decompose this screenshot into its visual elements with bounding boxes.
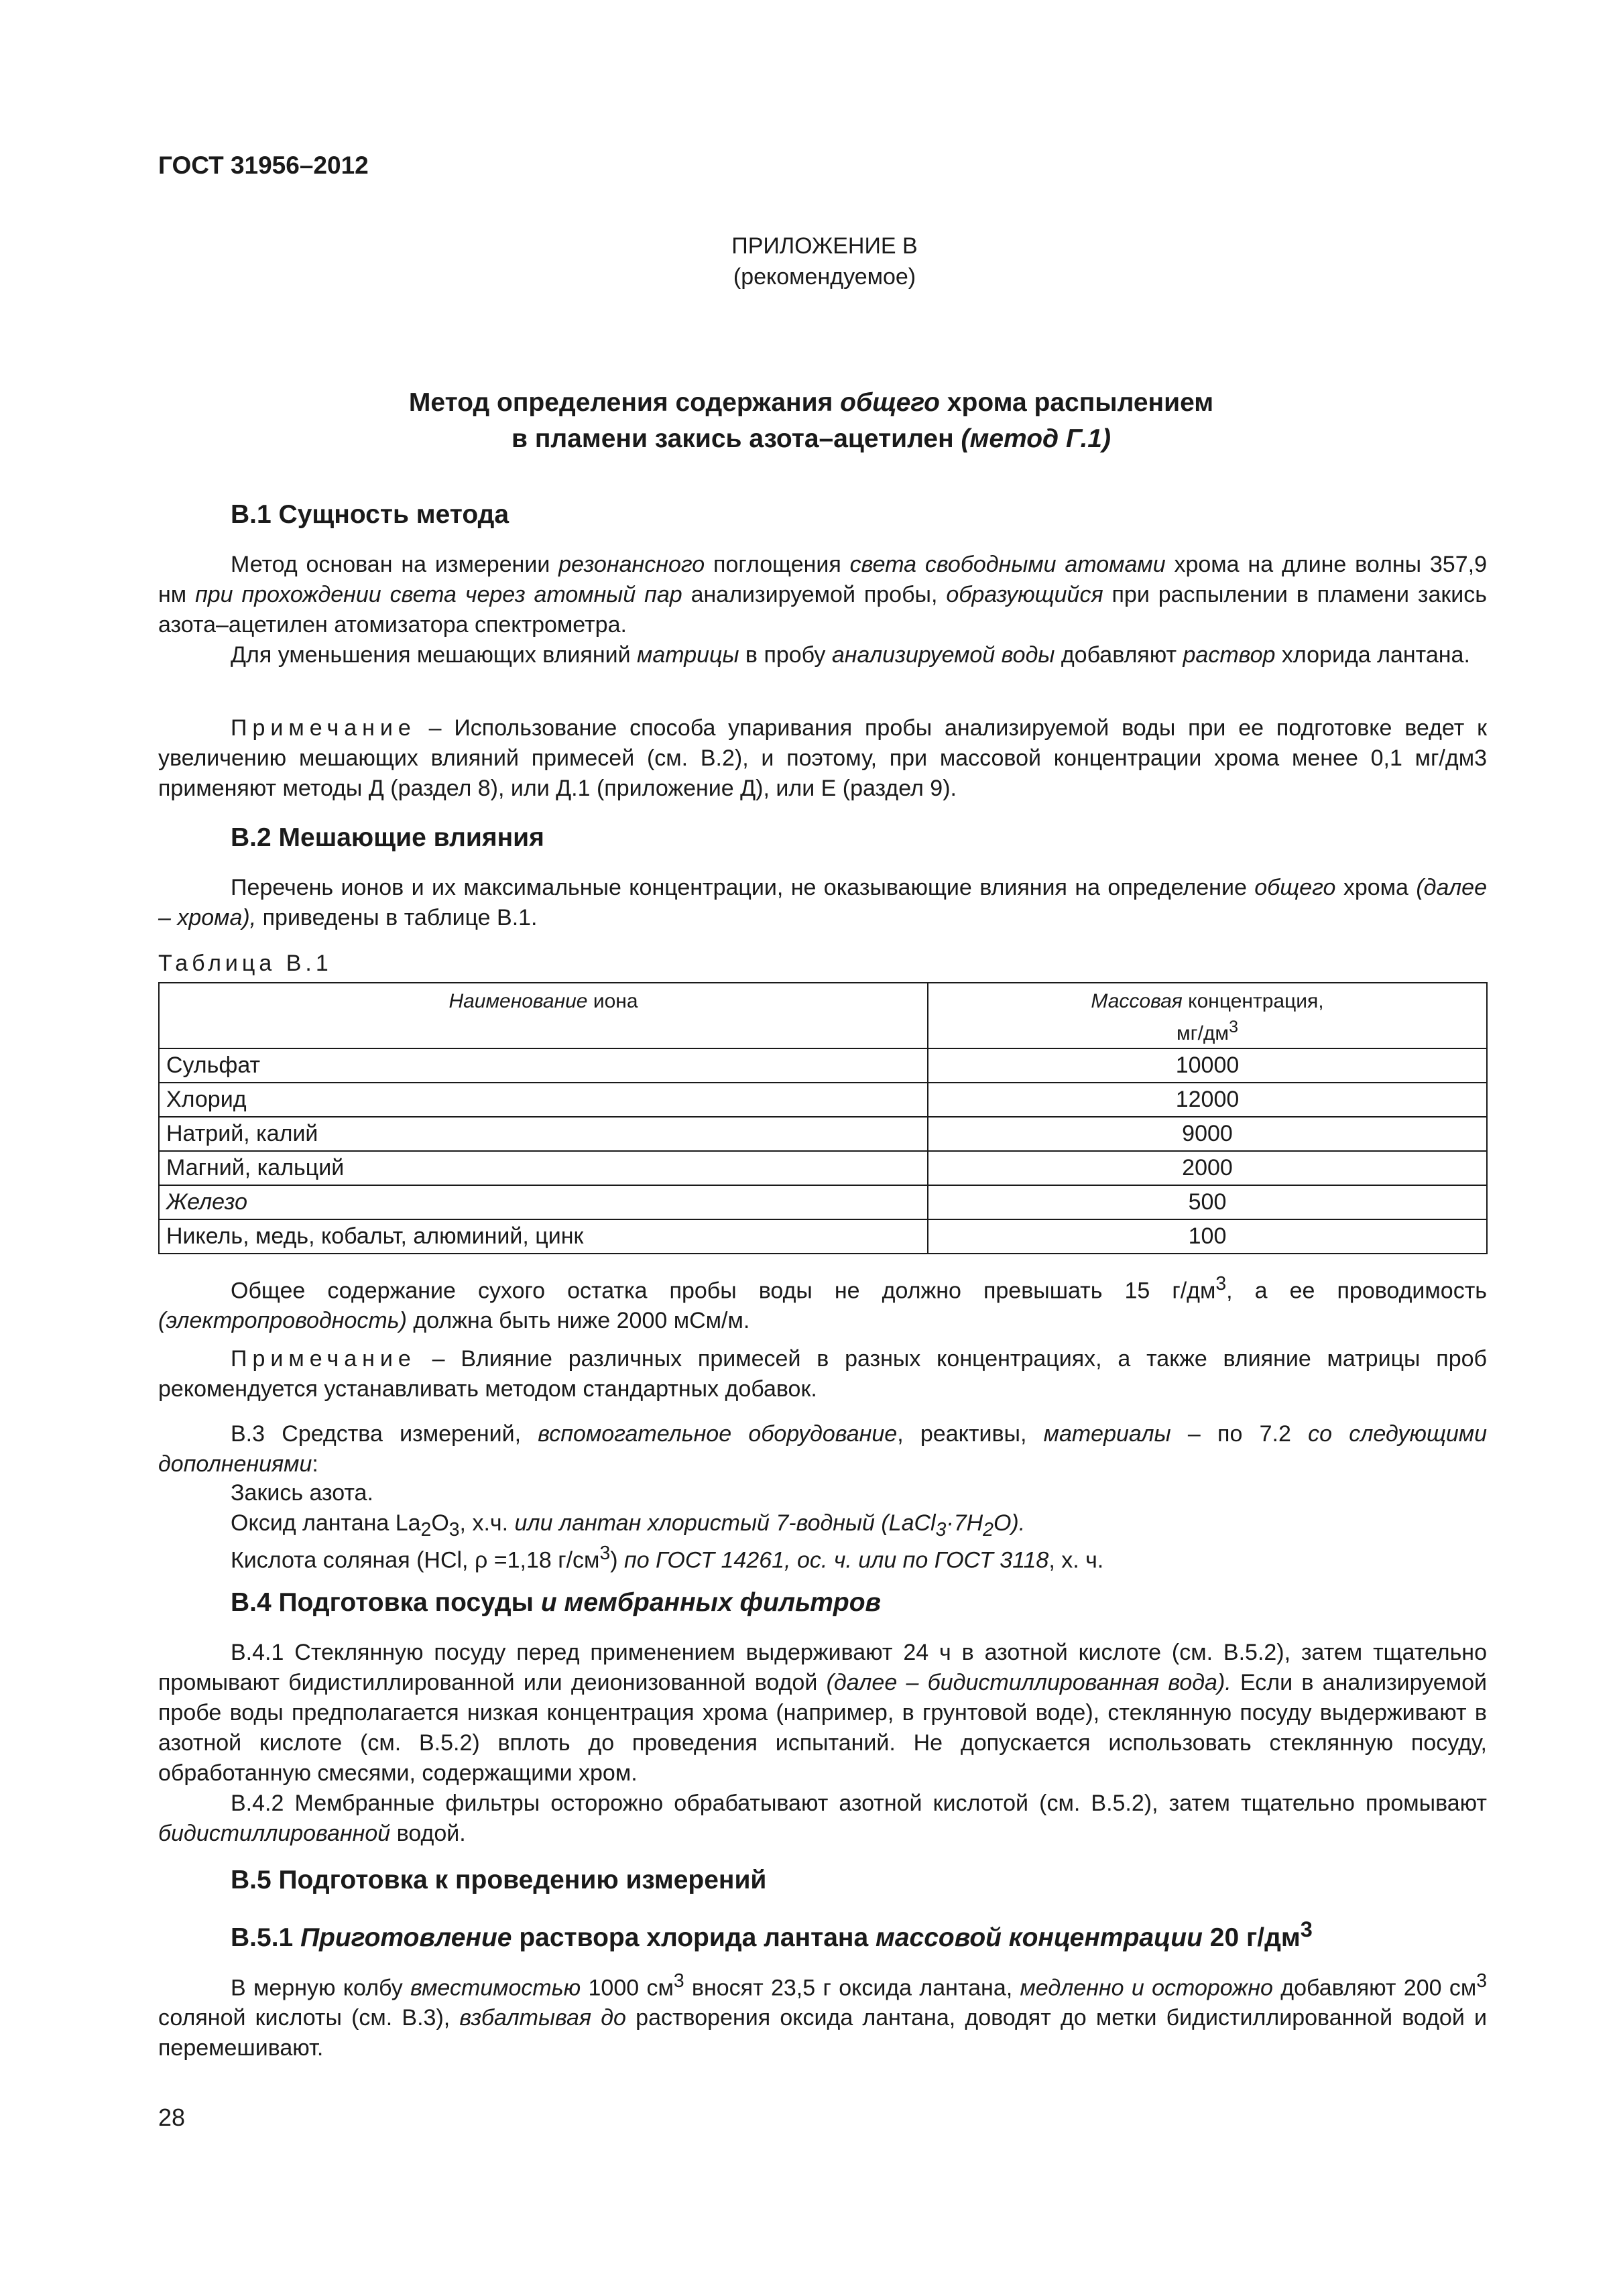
paragraph-b41-glassware: В.4.1 Стеклянную посуду перед применением выдерживают 24 ч в азотной кислоте (см. В.5.2), затем тщательно промывают бидистиллированной или деионизованной водой (далее – бидистиллированная вода). Если в анализируемой пробе воды предполагается низкая концентрация хрома (например, в грунтовой воде), стеклянную посуду выдерживают в азотной кислоте (см. В.5.2) вплоть до проведения испытаний. Не допускается использовать стеклянную посуду, обработанную смесями, содержащими хром. — [158, 1640, 1487, 1786]
ion-name: Хлорид — [159, 1083, 928, 1117]
ion-name: Железо — [159, 1185, 928, 1219]
paragraph-dry-residue: Общее содержание сухого остатка пробы воды не должно превышать 15 $г/дм^3$, а ее проводимость (электропроводность) должна быть ниже 2000 мСм/м. — [158, 1273, 1487, 1334]
section-heading-b4: В.4 Подготовка посуды и мембранных фильтров — [231, 1588, 882, 1617]
col-header-ion: Наименование иона — [159, 983, 928, 1048]
table-row — [159, 1117, 1487, 1151]
ion-value: 2000 — [928, 1151, 1487, 1185]
table-caption: Таблица В.1 — [158, 951, 333, 976]
list-item-lanthanum-oxide: Оксид лантана $La_2O_3$, х.ч. или лантан хлористый 7-водный $(LaCl_3\cdot 7H_2O)$. — [231, 1510, 1026, 1540]
table-row — [159, 1185, 1487, 1219]
method-title — [141, 385, 1482, 457]
table-row — [159, 1219, 1487, 1254]
col-header-concentration: Массовая концентрация, $мг/дм^3$ — [928, 983, 1487, 1048]
page-number: 28 — [158, 2104, 186, 2131]
ion-value: 500 — [928, 1185, 1487, 1219]
table-row — [159, 1151, 1487, 1185]
list-item-nitrous-oxide: Закись азота. — [231, 1480, 373, 1506]
note-evaporation: Примечание – Использование способа упаривания пробы анализируемой воды при ее подготовке ведет к увеличению мешающих влияний примесей (см. В.2), и поэтому, при массовой концентрации хрома менее 0,1 мг/дм3 применяют методы Д (раздел 8), или Д.1 (приложение Д), или Е (раздел 9). — [158, 715, 1487, 801]
annex-status: (рекомендуемое) — [733, 264, 916, 290]
paragraph-matrix-interference: Для уменьшения мешающих влияний матрицы в пробу анализируемой воды добавляют раствор хлорида лантана. — [231, 642, 1470, 668]
list-item-hydrochloric-acid: Кислота соляная (HCl, ρ =1,18 $г/см^3$) по ГОСТ 14261, ос. ч. или по ГОСТ 3118, х. ч. — [231, 1543, 1104, 1573]
ion-name: Натрий, калий — [159, 1117, 928, 1151]
ion-name: Сульфат — [159, 1048, 928, 1083]
ions-table — [158, 982, 1488, 1254]
title-line-2: в пламени закись азота–ацетилен (метод Г.1) — [512, 424, 1111, 453]
paragraph-b42-membrane: В.4.2 Мембранные фильтры осторожно обрабатывают азотной кислотой (см. В.5.2), затем тщательно промывают бидистиллированной водой. — [158, 1791, 1487, 1846]
ion-value: 9000 — [928, 1117, 1487, 1151]
paragraph-ions-list: Перечень ионов и их максимальные концентрации, не оказывающие влияния на определение общего хрома (далее – хрома), приведены в таблице В.1. — [158, 875, 1487, 930]
ion-name: Магний, кальций — [159, 1151, 928, 1185]
paragraph-method-essence: Метод основан на измерении резонансного поглощения света свободными атомами хрома на длине волны 357,9 нм при прохождении света через атомный пар анализируемой пробы, образующийся при распылении в пламени закись азота–ацетилен атомизатора спектрометра. — [158, 552, 1487, 638]
section-heading-b5: В.5 Подготовка к проведению измерений — [231, 1866, 767, 1894]
paragraph-b51-preparation: В мерную колбу вместимостью 1000 $см^3$ вносят 23,5 г оксида лантана, медленно и осторожно добавляют 200 $см^3$ соляной кислоты (см. В.3), взбалтывая до растворения оксида лантана, доводят до метки бидистиллированной водой и перемешивают. — [158, 1970, 1488, 2061]
table-row — [159, 1048, 1487, 1083]
annex-label: ПРИЛОЖЕНИЕ В — [731, 233, 918, 259]
standard-code: ГОСТ 31956–2012 — [158, 152, 369, 179]
section-heading-b1: В.1 Сущность метода — [231, 500, 509, 529]
note-impurities: Примечание – Влияние различных примесей в разных концентрациях, а также влияние матрицы проб рекомендуется устанавливать методом стандартных добавок. — [158, 1346, 1487, 1402]
section-heading-b2: В.2 Мешающие влияния — [231, 823, 544, 852]
ion-name: Никель, медь, кобальт, алюминий, цинк — [159, 1219, 928, 1254]
table-row — [159, 1083, 1487, 1117]
ion-value: 12000 — [928, 1083, 1487, 1117]
title-line-1: Метод определения содержания общего хрома распылением — [408, 388, 1214, 417]
paragraph-b3-means: В.3 Средства измерений, вспомогательное оборудование, реактивы, материалы – по 7.2 со следующими дополнениями: — [158, 1421, 1488, 1477]
ion-value: 100 — [928, 1219, 1487, 1254]
section-heading-b51: В.5.1 Приготовление раствора хлорида лантана массовой концентрации 20 $г/дм^3$ — [231, 1917, 1313, 1952]
table-header-row — [159, 983, 1487, 1048]
ion-value: 10000 — [928, 1048, 1487, 1083]
